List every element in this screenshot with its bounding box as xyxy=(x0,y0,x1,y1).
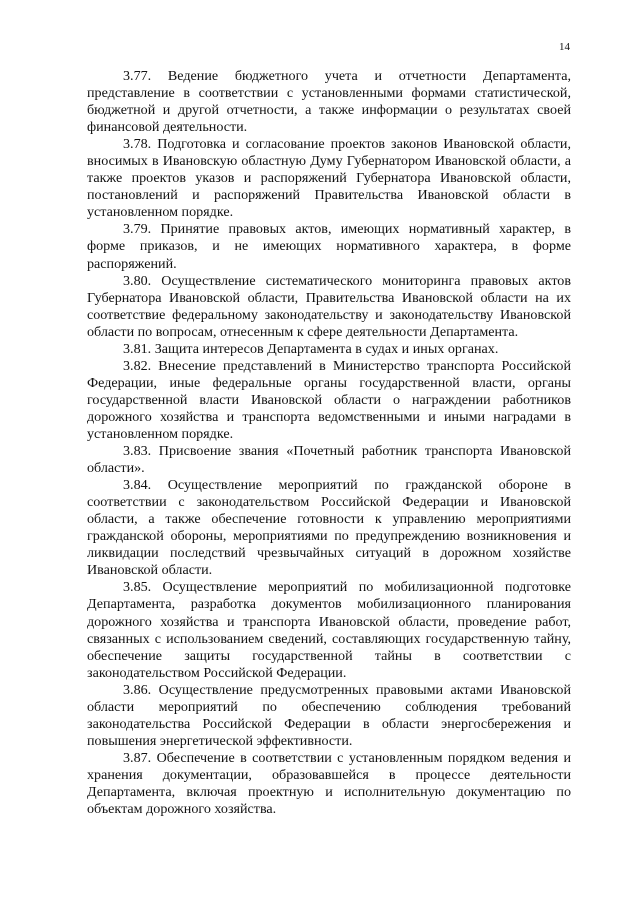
paragraph-3-87: 3.87. Обеспечение в соответствии с установленным порядком ведения и хранения документации, образовавшейся в процессе деятельности Департамента, включая проектную и исполнительную документацию по объектам дорожного хозяйства. xyxy=(87,749,571,818)
document-body xyxy=(87,68,571,818)
paragraph-3-84: 3.84. Осуществление мероприятий по гражданской обороне в соответствии с законодательством Российской Федерации и Ивановской области, а также обеспечение готовности к управлению мероприятиями гражданской обороны, мероприятиями по предупреждению возникновения и ликвидации последствий чрезвычайных ситуаций в дорожном хозяйстве Ивановской области. xyxy=(87,477,571,579)
paragraph-3-80: 3.80. Осуществление систематического мониторинга правовых актов Губернатора Ивановской области, Правительства Ивановской области на их соответствие федеральному законодательству и законодательству Ивановской области по вопросам, отнесенным к сфере деятельности Департамента. xyxy=(87,272,571,340)
paragraph-3-79: 3.79. Принятие правовых актов, имеющих нормативный характер, в форме приказов, и не имеющих нормативного характера, в форме распоряжений. xyxy=(87,221,571,272)
page-number: 14 xyxy=(559,41,570,53)
paragraph-3-78: 3.78. Подготовка и согласование проектов законов Ивановской области, вносимых в Ивановскую областную Думу Губернатором Ивановской области, а также проектов указов и распоряжений Губернатора Ивановской области, постановлений и распоряжений Правительства Ивановской области в установленном порядке. xyxy=(87,136,571,221)
paragraph-3-82: 3.82. Внесение представлений в Министерство транспорта Российской Федерации, иные федеральные органы государственной власти, органы государственной власти Ивановской области о награждении работников дорожного хозяйства и транспорта ведомственными и иными наградами в установленном порядке. xyxy=(87,357,571,442)
paragraph-3-85: 3.85. Осуществление мероприятий по мобилизационной подготовке Департамента, разработка документов мобилизационного планирования дорожного хозяйства и транспорта Ивановской области, проведение работ, связанных с использованием сведений, составляющих государственную тайну, обеспечение защиты государственной тайны в соответствии с законодательством Российской Федерации. xyxy=(87,579,571,681)
paragraph-3-86: 3.86. Осуществление предусмотренных правовыми актами Ивановской области мероприятий по обеспечению соблюдения требований законодательства Российской Федерации в области энергосбережения и повышения энергетической эффективности. xyxy=(87,681,571,749)
paragraph-3-77: 3.77. Ведение бюджетного учета и отчетности Департамента, представление в соответствии с установленными формами статистической, бюджетной и другой отчетности, а также информации о результатах своей финансовой деятельности. xyxy=(87,68,571,136)
paragraph-3-81: 3.81. Защита интересов Департамента в судах и иных органах. xyxy=(123,340,499,357)
paragraph-3-83: 3.83. Присвоение звания «Почетный работник транспорта Ивановской области». xyxy=(87,443,571,477)
